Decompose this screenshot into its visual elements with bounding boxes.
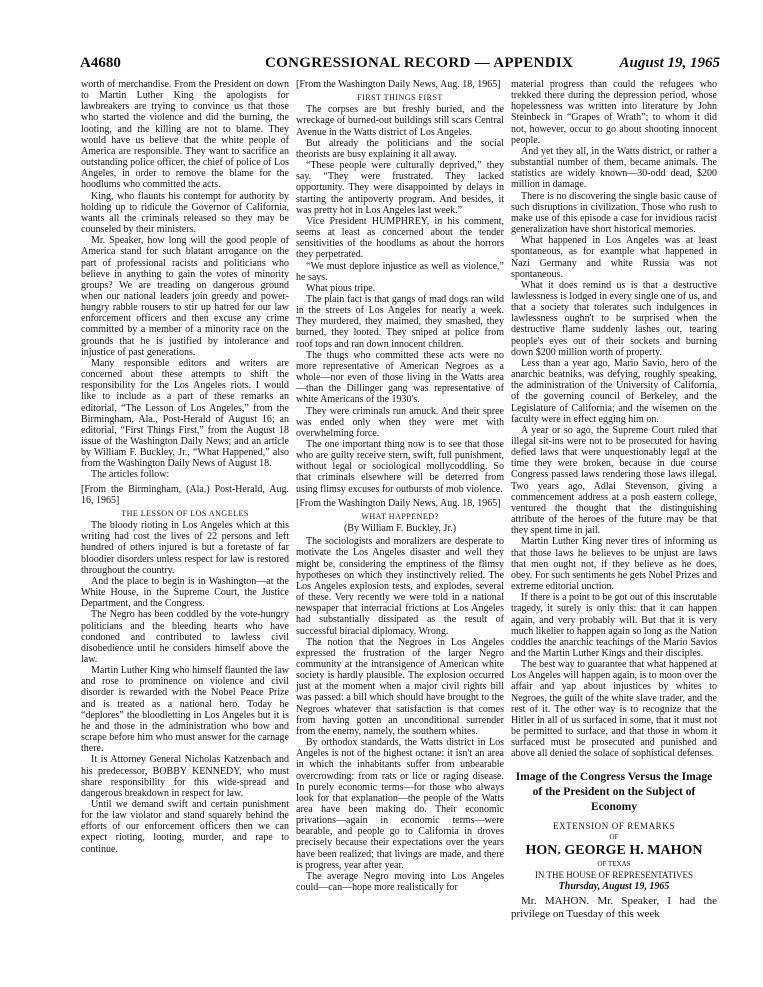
of-label: OF (609, 832, 619, 841)
paragraph: The notion that the Negroes in Los Angeles expressed the frustration of the larger Negro community at the intransigence of American white society is hardly plausible. The explosion occurred just at the moment when a major civil rights bill was passed: a bill which should have brought to the Negroes whatever that satisfaction is that comes from having gotten an unconditional surrender from the enemy, namely, the southern whites. (296, 636, 504, 737)
paragraph: The articles follow: (91, 469, 170, 481)
publication-title: CONGRESSIONAL RECORD — APPENDIX (265, 55, 574, 71)
paragraph: But already the politicians and the social theorists are busy explaining it all away. (296, 137, 504, 160)
article-heading: FIRST THINGS FIRST (357, 93, 443, 103)
paragraph: Mr. Speaker, how long will the good people of America stand for such blatant arrogance on the part of professional racists and politicians who believe in anything to gain the votes of minority groups? We are treading on dangerous ground when our national leaders join greedy and power-hungry rabble rousers to stir up hatred for our law enforcement officers and then excuse any crime committed by a member of a minority race on the grounds that he is justified by intolerance and injustice of past generations. (81, 235, 289, 358)
member-state: OF TEXAS (597, 859, 631, 868)
remarks-title: Image of the Congress Versus the Image of the President on the Subject of Economy (515, 770, 713, 813)
column-3 (511, 79, 717, 921)
paragraph: It is Attorney General Nicholas Katzenbach and his predecessor, BOBBY KENNEDY, who must share responsibility for this wide-spread and dangerous breakdown in respect for law. (81, 754, 289, 799)
paragraph: Less than a year ago, Mario Savio, hero of the anarchic beatniks, was defying, roughly speaking, the administration of the University of California, of the governing council of Berkeley, and the Legislature of California; and the wisemen on the faculty were in effect egging him on. (511, 357, 717, 425)
paragraph: “We must deplore injustice as well as violence,” he says. (296, 260, 504, 283)
paragraph: The average Negro moving into Los Angeles could—can—hope more realistically for (296, 870, 504, 894)
remarks-date: Thursday, August 19, 1965 (558, 881, 670, 893)
paragraph: If there is a point to be got out of this inscrutable tragedy, it surely is only this: that it can happen again, and very probably will. But that it is very much likelier to happen again so long as the Nation coddles the anarchic teachings of the Mario Savios and the Martin Luther Kings and their disciples. (511, 592, 717, 659)
page-header (80, 55, 720, 75)
paragraph: They were criminals run amuck. And their spree was ended only when they were met with overwhelming force. (296, 405, 504, 439)
paragraph: The plain fact is that gangs of mad dogs ran wild in the streets of Los Angeles for nearly a week. They murdered, they maimed, they smashed, they burned, they looted. They sniped at police from roof tops and ran down innocent children. (296, 293, 504, 350)
paragraph: The sociologists and moralizers are desperate to motivate the Los Angeles disaster and well they might be, considering the emptiness of the flimsy hypotheses on which they instinctively relied. The Los Angeles explosion tests, and explodes, several of these. Very recently we were told in a national newspaper that interracial frictions at Los Angeles had substantially dissipated as the result of successful biracial diplomacy. Wrong. (296, 536, 504, 637)
paragraph: Vice President HUMPHREY, in his comment, seems at least as concerned about the tender sensitivities of the hoodlums as about the horrors they perpetrated. (296, 215, 504, 261)
article-source: [From the Washington Daily News, Aug. 18, 1965] (296, 497, 501, 509)
article-heading: WHAT HAPPENED? (361, 511, 439, 521)
page-number: A4680 (80, 55, 121, 71)
paragraph: What pious tripe. (306, 282, 376, 294)
column-2 (296, 79, 504, 893)
paragraph: Martin Luther King who himself flaunted the law and rose to prominence on violence and civil disorder is rewarded with the Nobel Peace Prize and is treated as a national hero. Today he “deplores” the bloodletting in Los Angeles but it is he and those in the administration who bow and scrape before him who must answer for the carnage there. (81, 665, 290, 755)
paragraph: “These people were culturally deprived,” they say. “They were frustrated. They lacked opportunity. They were disappointed by delays in starting the antipoverty program. And besides, it was pretty hot in Los Angeles last week.” (296, 160, 504, 216)
extension-of-remarks (511, 770, 717, 922)
paragraph: The thugs who committed these acts were no more representative of American Negroes as a whole—nor even of those living in the Watts area—than the Dillinger gang was representative of white Americans of the 1930's. (296, 349, 504, 406)
paragraph: material progress than could the refugees who trekked there during the depression period, whose hopelessness was written into literature by John Steinbeck in “Grapes of Wrath”; to whom it did not, however, occur to go about shooting innocent people. (511, 79, 717, 146)
paragraph: And the place to begin is in Washington—at the White House, in the Supreme Court, the Justice Department, and the Congress. (81, 575, 289, 610)
paragraph: What happened in Los Angeles was at least spontaneous, as for example what happened in Nazi Germany and white Russia was not spontaneous. (511, 235, 717, 280)
article-source: [From the Washington Daily News, Aug. 18, 1965] (296, 79, 501, 90)
paragraph: By orthodox standards, the Watts district in Los Angeles is not of the highest octane: it isn't an area in which the inhabitants suffer from unbearable overcrowding: from rats or lice or raging disease. In purely economic terms—for those who always look for that explanation—the people of the Watts area have been making do. Their economic privations—again in economic terms—were bearable, and people go to California in droves precisely because their expectations over the years have been realized; that livings are made, and there is progress, year after year. (296, 737, 504, 871)
paragraph: The corpses are but freshly buried, and the wreckage of burned-out buildings still scars Central Avenue in the Watts district of Los Angeles. (296, 104, 504, 138)
article-heading: THE LESSON OF LOS ANGELES (121, 508, 249, 518)
paragraph: Until we demand swift and certain punishment for the law violator and stand squarely behind the efforts of our enforcement officers then we can expect rioting, looting, murder, and rape to continue. (81, 799, 289, 855)
paragraph: worth of merchandise. From the President on down to Martin Luther King the apologists for lawbreakers are trying to convince us that those who started the violence and did the burning, the looting, and the killing are not to blame. They would have us believe that the white people of America are responsible. They want to sacrifice an outstanding police officer, the chief of police of Los Angeles, in order to remove the blame for the hoodlums who committed the acts. (81, 79, 289, 191)
chamber-label: IN THE HOUSE OF REPRESENTATIVES (534, 870, 694, 880)
issue-date: August 19, 1965 (619, 55, 720, 71)
paragraph: The best way to guarantee that what happened at Los Angeles will happen again, is to moon over the affair and yap about injustices by whites to Negroes, the guilt of the white slave trader, and the rest of it. The other way is to recognize that the Hitler in all of us surfaced in some, that it must not be permitted to surface, and that those in whom it surfaced must be prosecuted and punished and above all denied the solace of sophistical defenses. (511, 659, 717, 760)
column-1 (81, 79, 289, 855)
byline: (By William F. Buckley, Jr.) (343, 523, 457, 535)
paragraph: The one important thing now is to see that those who are guilty receive stern, swift, full punishment, without legal or sociological mollycoddling. So that criminals elsewhere will be deterred from using flimsy excuses for outbursts of mob violence. (296, 439, 504, 495)
article-source: [From the Birmingham, (Ala.) Post-Herald, Aug. 16, 1965] (81, 483, 289, 506)
remarks-label: EXTENSION OF REMARKS (552, 820, 675, 831)
paragraph: The Negro has been coddled by the vote-hungry politicians and the bleeding hearts who have condoned and contributed to lawless civil disobedience until he considers himself above the law. (81, 609, 289, 665)
paragraph: Martin Luther King never tires of informing us that those laws he believes to be unjust are laws that men ought not, if they believe as he does, obey. For such sentiments he gets Nobel Prizes and extreme editorial unction. (511, 536, 717, 593)
speech-opening: Mr. MAHON. Mr. Speaker, I had the privilege on Tuesday of this week (511, 895, 717, 921)
paragraph: King, who flaunts his contempt for authority by holding up to ridicule the Governor of California, wants all the criminals released so they may be counseled by their ministers. (81, 190, 289, 236)
paragraph: A year or so ago, the Supreme Court ruled that illegal sit-ins were not to be prosecuted for having defied laws that were unquestionably legal at the time they were broken, because in due course Congress passed laws rendering those laws illegal. Two years ago, Adlai Stevenson, giving a commencement address at a posh eastern college, ventured the thought that the distinguishing attribute of the heroes of the future may be that they spent time in jail. (511, 424, 717, 537)
paragraph: There is no discovering the single basic cause of such disruptions in civilization. Those who rush to make use of this episode a case for invidious racist generalization have short historical memories. (511, 190, 717, 236)
paragraph: Many responsible editors and writers are concerned about these attempts to shift the responsibility for the Los Angeles riots. I would like to include as a part of these remarks an editorial, “The Lesson of Los Angeles,” from the Birmingham, Ala., Post-Herald of August 16; an editorial, “First Things First,” from the August 18 issue of the Washington Daily News; and an article by William F. Buckley, Jr., “What Happened,” also from the Washington Daily News of August 18. (81, 357, 289, 470)
paragraph: What it does remind us is that a destructive lawlessness is lodged in every single one of us, and that a society that tolerates such indulgences in lawlessness oughn't to be surprised when the destructive flame suddenly lashes out, tearing people's eyes out of their sockets and burning down $200 million worth of property. (511, 279, 717, 358)
paragraph: The bloody rioting in Los Angeles which at this writing had cost the lives of 22 persons and left hundred of others injured is but a foretaste of far bloodier disorders unless respect for law is restored throughout the country. (81, 520, 289, 576)
member-name: HON. GEORGE H. MAHON (525, 842, 703, 858)
paragraph: And yet they all, in the Watts district, or rather a substantial number of them, became animals. The statistics are widely known—30-odd dead, $200 million in damage. (511, 145, 717, 191)
